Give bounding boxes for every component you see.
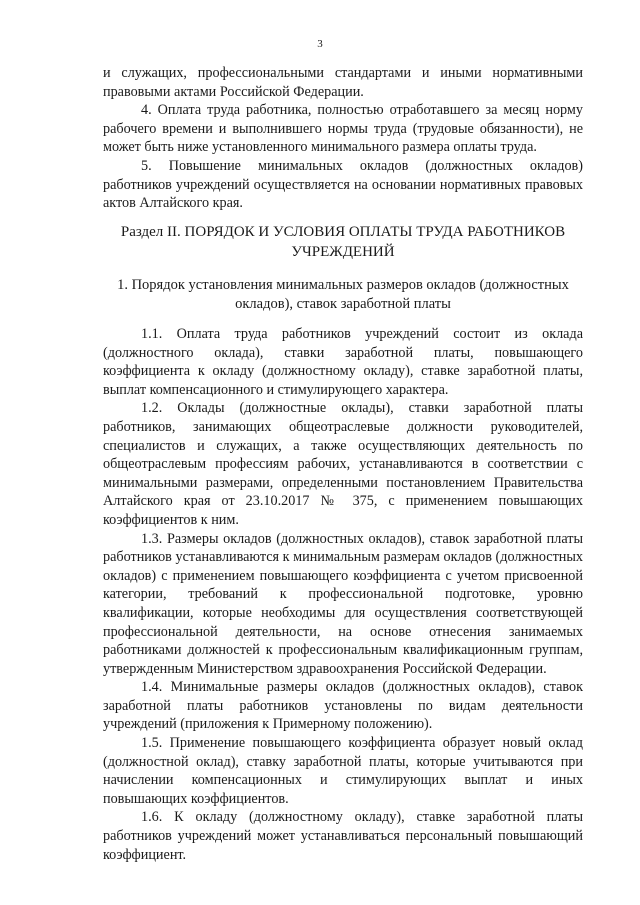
paragraph-1-6: 1.6. К окладу (должностному окладу), ставке заработной платы работников учреждений может устанавливаться персональный повышающий коэффициент. — [103, 809, 583, 863]
intro-paragraph-continuation: и служащих, профессиональными стандартами и иными нормативными правовыми актами Российской Федерации. — [103, 65, 583, 100]
paragraph-1-1: 1.1. Оплата труда работников учреждений состоит из оклада (должностного оклада), ставки заработной платы, повышающего коэффициента к окладу (должностному окладу), ставке заработной платы, выплат компенсационного и стимулирующего характера. — [103, 326, 583, 398]
paragraph-1-5: 1.5. Применение повышающего коэффициента образует новый оклад (должностной оклад), ставку заработной платы, которые учитываются при начислении компенсационных и стимулирующих выплат и иных повышающих коэффициентов. — [103, 735, 583, 807]
body-text — [103, 325, 583, 864]
paragraph-1-2: 1.2. Оклады (должностные оклады), ставки заработной платы работников, занимающих общеотраслевые должности руководителей, специалистов и служащих, а также осуществляющих деятельность по общеотраслевым профессиям рабочих, устанавливаются в соответствии с минимальными размерами, определенными постановлением Правительства Алтайского края от 23.10.2017 № 375, с применением повышающих коэффициентов к ним. — [103, 400, 583, 528]
page-number: 3 — [317, 38, 323, 50]
intro-paragraph-5: 5. Повышение минимальных окладов (должностных окладов) работников учреждений осуществляется на основании нормативных правовых актов Алтайского края. — [103, 157, 583, 212]
paragraph-1-3: 1.3. Размеры окладов (должностных окладов), ставок заработной платы работников устанавливаются к минимальным размерам окладов (должностных окладов) с применением повышающего коэффициента с учетом присвоенной категории, требований к профессиональной подготовке, уровню квалификации, которые необходимы для осуществления соответствующей профессиональной деятельности, на основе отнесения занимаемых работниками должностей к профессиональным квалификационным группам, утвержденным Министерством здравоохранения Российской Федерации. — [103, 530, 583, 677]
subsection-title: 1. Порядок установления минимальных размеров окладов (должностных окладов), ставок заработной платы — [117, 277, 569, 312]
section-title: Раздел II. ПОРЯДОК И УСЛОВИЯ ОПЛАТЫ ТРУДА РАБОТНИКОВ УЧРЕЖДЕНИЙ — [120, 224, 566, 260]
paragraph-1-4: 1.4. Минимальные размеры окладов (должностных окладов), ставок заработной платы работников установлены по видам деятельности учреждений (приложения к Примерному положению). — [103, 679, 583, 733]
intro-text — [103, 64, 583, 213]
intro-paragraph-4: 4. Оплата труда работника, полностью отработавшего за месяц норму рабочего времени и выполнившего нормы труда (трудовые обязанности), не может быть ниже установленного минимального размера оплаты труда. — [103, 102, 583, 156]
